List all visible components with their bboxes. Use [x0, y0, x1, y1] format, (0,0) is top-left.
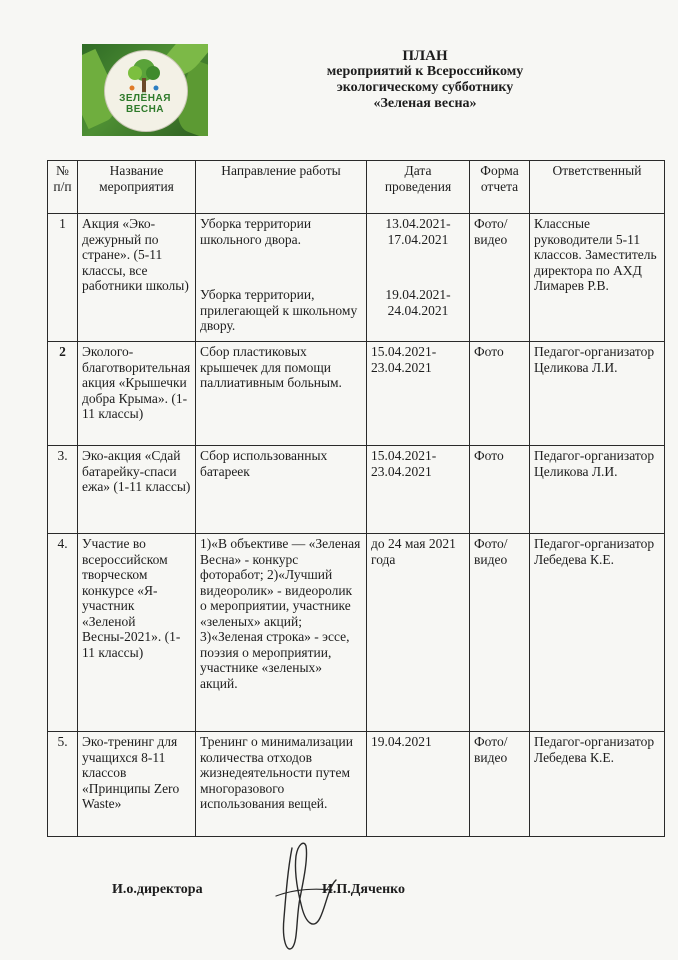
row-responsible: Педагог-организатор Целикова Л.И. — [530, 446, 665, 534]
row-responsible: Педагог-организатор Лебедева К.Е. — [530, 534, 665, 732]
row-date-part2: 19.04.2021-24.04.2021 — [385, 287, 451, 318]
document-heading — [290, 48, 560, 112]
header-direction: Направление работы — [196, 161, 367, 214]
table-row — [48, 214, 665, 342]
header-date: Дата проведения — [367, 161, 470, 214]
table-row — [48, 732, 665, 837]
header-num: № п/п — [48, 161, 78, 214]
header-name: Название мероприятия — [78, 161, 196, 214]
plan-table — [47, 160, 665, 837]
logo-text-line1: ЗЕЛЁНАЯ — [119, 93, 171, 104]
heading-plan: ПЛАН — [402, 48, 448, 64]
row-direction: Сбор использованных батареек — [196, 446, 367, 534]
row-responsible: Классные руководители 5-11 классов. Заместитель директора по АХД Лимарев Р.В. — [530, 214, 665, 342]
row-name: Эколого-благотворительная акция «Крышечки добра Крыма». (1-11 классы) — [78, 342, 196, 446]
row-name: Эко-тренинг для учащихся 8-11 классов «Принципы Zero Waste» — [78, 732, 196, 837]
table-row — [48, 342, 665, 446]
row-name: Акция «Эко-дежурный по стране». (5-11 классы, все работники школы) — [78, 214, 196, 342]
row-num: 4. — [48, 534, 78, 732]
row-form: Фото — [470, 446, 530, 534]
row-name: Эко-акция «Сдай батарейку-спаси ежа» (1-11 классы) — [78, 446, 196, 534]
table-row — [48, 534, 665, 732]
row-responsible: Педагог-организатор Целикова Л.И. — [530, 342, 665, 446]
row-form: Фото/ видео — [470, 214, 530, 342]
handwritten-signature-icon — [262, 838, 352, 958]
tree-icon — [122, 58, 166, 94]
row-responsible: Педагог-организатор Лебедева К.Е. — [530, 732, 665, 837]
row-form: Фото — [470, 342, 530, 446]
signature-position: И.о.директора — [112, 882, 203, 897]
header-responsible: Ответственный — [530, 161, 665, 214]
row-direction: Сбор пластиковых крышечек для помощи паллиативным больным. — [196, 342, 367, 446]
row-direction: Тренинг о минимализации количества отходов жизнедеятельности путем многоразового использования вещей. — [196, 732, 367, 837]
row-direction: 1)«В объективе — «Зеленая Весна» - конкурс фоторабот; 2)«Лучший видеоролик» - видеоролик о мероприятии, участнике «зеленых» акций; 3)«Зеленая строка» - эссе, поэзия о мероприятии, участнике «зеленых» акций. — [196, 534, 367, 732]
row-form: Фото/ видео — [470, 732, 530, 837]
heading-line3: экологическому субботнику — [336, 80, 514, 95]
row-name: Участие во всероссийском творческом конкурсе «Я-участник «Зеленой Весны-2021». (1-11 классы) — [78, 534, 196, 732]
heading-line2: мероприятий к Всероссийкому — [326, 64, 524, 79]
table-header-row — [48, 161, 665, 214]
row-direction-part1: Уборка территории школьного двора. — [200, 216, 312, 247]
row-form: Фото/ видео — [470, 534, 530, 732]
row-num: 2 — [48, 342, 78, 446]
table-row — [48, 446, 665, 534]
logo-text-line2: ВЕСНА — [125, 104, 165, 115]
row-num: 5. — [48, 732, 78, 837]
row-direction — [196, 214, 367, 342]
row-num: 1 — [48, 214, 78, 342]
row-date: до 24 мая 2021 года — [367, 534, 470, 732]
row-date: 19.04.2021 — [367, 732, 470, 837]
heading-line4: «Зеленая весна» — [373, 96, 477, 111]
row-num: 3. — [48, 446, 78, 534]
row-date-part1: 13.04.2021-17.04.2021 — [385, 216, 451, 247]
header-form: Форма отчета — [470, 161, 530, 214]
row-date: 15.04.2021-23.04.2021 — [367, 446, 470, 534]
logo-image — [82, 44, 208, 136]
signature-name: И.П.Дяченко — [322, 882, 406, 897]
row-date: 15.04.2021-23.04.2021 — [367, 342, 470, 446]
row-direction-part2: Уборка территории, прилегающей к школьному двору. — [200, 287, 358, 333]
row-date — [367, 214, 470, 342]
